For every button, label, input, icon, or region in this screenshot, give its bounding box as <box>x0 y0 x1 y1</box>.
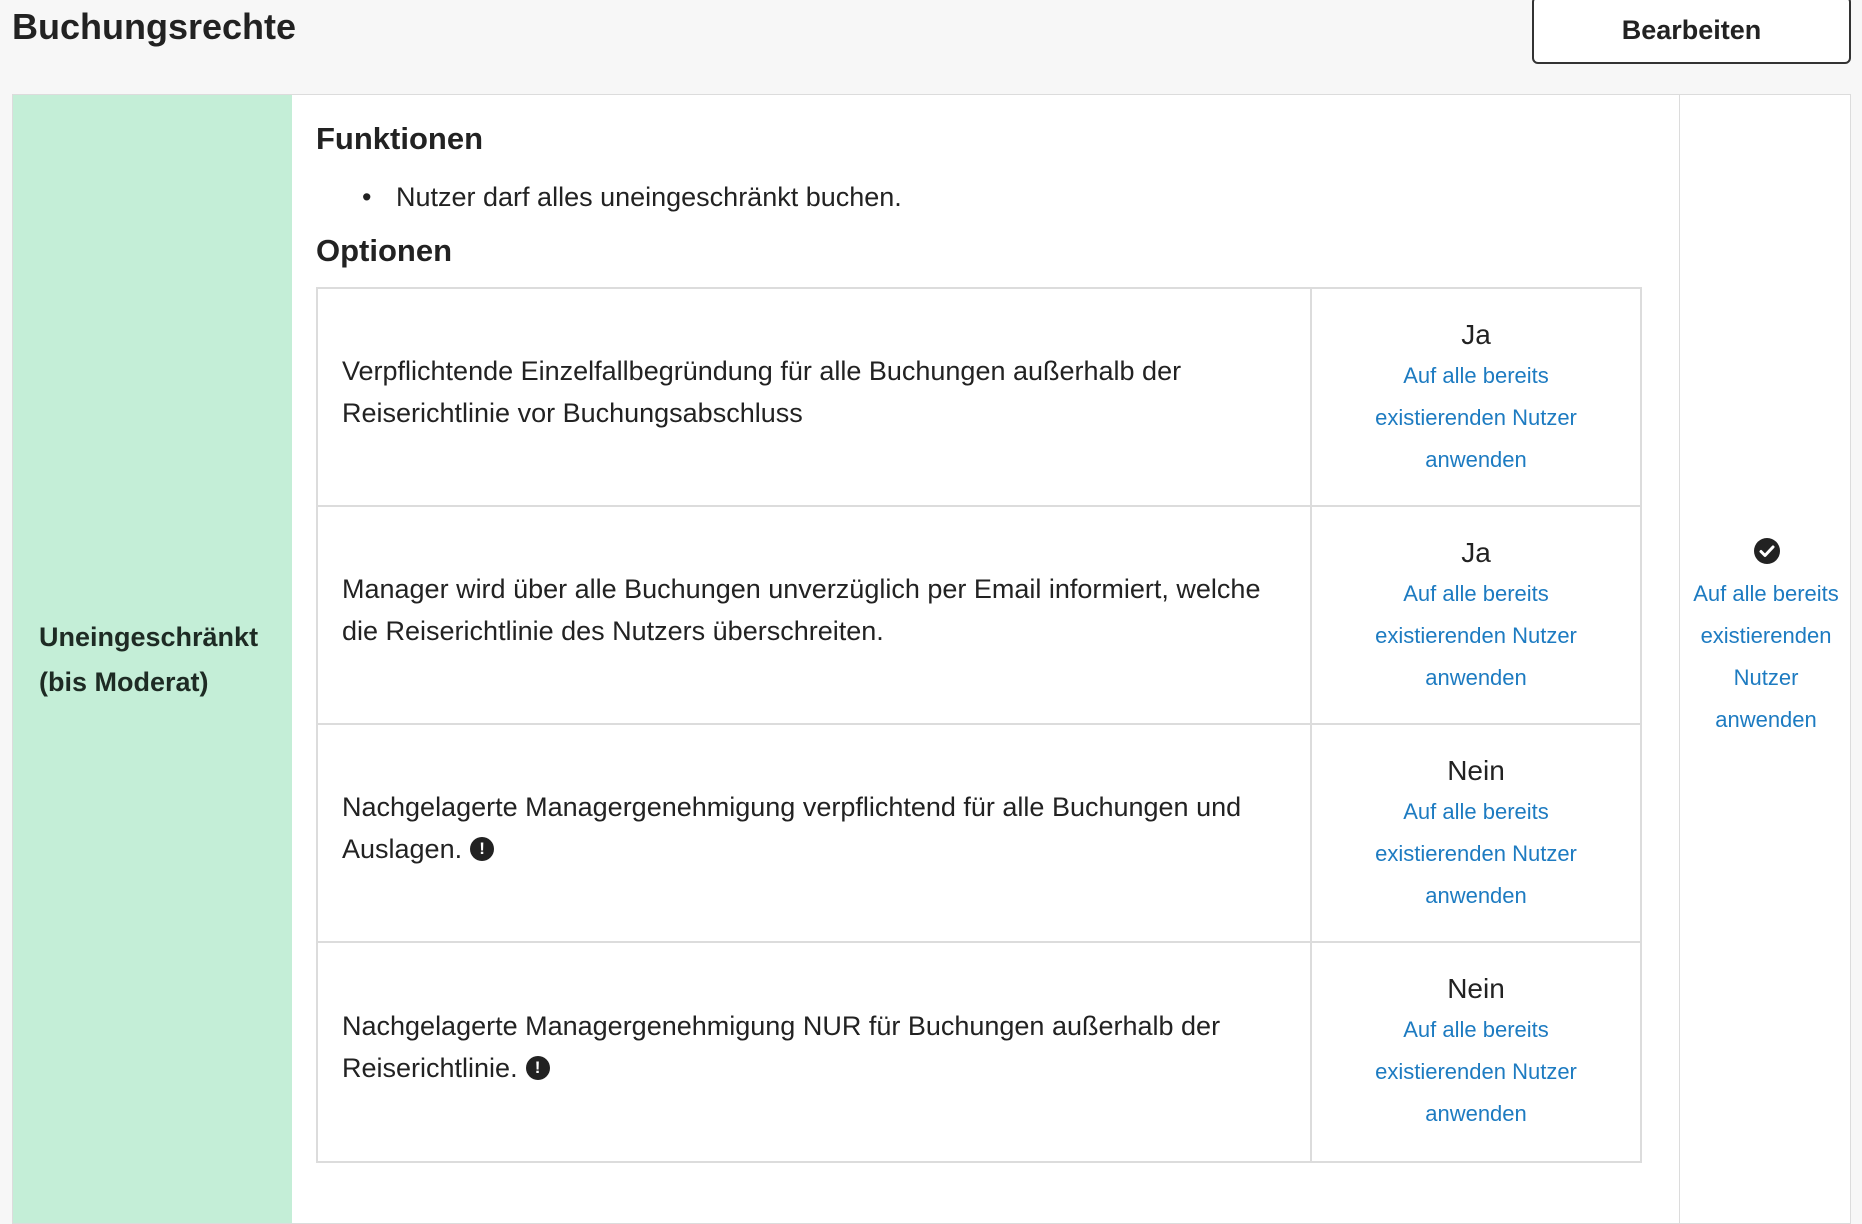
option-description: Verpflichtende Einzelfallbegründung für alle Buchungen außerhalb der Reiserichtlinie vor Buchungsabschluss <box>342 356 1182 428</box>
side-cell <box>1680 95 1852 1223</box>
apply-to-existing-users-link[interactable]: Auf alle bereits existierenden Nutzer anwenden <box>1375 581 1577 690</box>
main-cell <box>292 95 1680 1223</box>
option-description-cell <box>318 725 1312 941</box>
edit-button[interactable]: Bearbeiten <box>1532 0 1851 64</box>
option-value: Ja <box>1461 319 1491 350</box>
option-row <box>318 725 1640 943</box>
option-description: Nachgelagerte Managergenehmigung NUR für Buchungen außerhalb der Reiserichtlinie. <box>342 1011 1221 1083</box>
functions-list <box>316 179 902 215</box>
option-description: Nachgelagerte Managergenehmigung verpflichtend für alle Buchungen und Auslagen. <box>342 792 1242 864</box>
option-value-cell <box>1312 725 1640 941</box>
apply-all-to-existing-users-link[interactable]: Auf alle bereits existierenden Nutzer anwenden <box>1693 581 1839 732</box>
option-description-cell <box>318 507 1312 723</box>
options-heading: Optionen <box>316 233 453 268</box>
check-circle-icon <box>1754 538 1780 564</box>
bullet-icon: • <box>362 182 372 212</box>
exclamation-circle-icon[interactable]: ! <box>470 837 494 861</box>
option-row <box>318 507 1640 725</box>
level-label-line1: Uneingeschränkt <box>39 622 259 652</box>
level-cell <box>13 95 292 1223</box>
option-value: Ja <box>1461 537 1491 568</box>
level-label-line2: (bis Moderat) <box>39 667 209 697</box>
level-label <box>39 615 289 705</box>
option-value: Nein <box>1447 973 1505 1004</box>
option-description-cell <box>318 943 1312 1161</box>
option-value-cell <box>1312 943 1640 1161</box>
apply-to-existing-users-link[interactable]: Auf alle bereits existierenden Nutzer anwenden <box>1375 1017 1577 1126</box>
apply-to-existing-users-link[interactable]: Auf alle bereits existierenden Nutzer anwenden <box>1375 799 1577 908</box>
booking-rights-panel <box>12 94 1851 1224</box>
apply-to-existing-users-link[interactable]: Auf alle bereits existierenden Nutzer anwenden <box>1375 363 1577 472</box>
option-value: Nein <box>1447 755 1505 786</box>
function-item <box>316 179 902 215</box>
options-table <box>316 287 1642 1163</box>
option-description-cell <box>318 289 1312 505</box>
option-description: Manager wird über alle Buchungen unverzüglich per Email informiert, welche die Reiserichtlinie des Nutzers überschreiten. <box>342 574 1261 646</box>
page-title: Buchungsrechte <box>12 6 297 47</box>
option-value-cell <box>1312 289 1640 505</box>
function-item-text: Nutzer darf alles uneingeschränkt buchen. <box>396 182 902 212</box>
page-header <box>0 0 1862 95</box>
option-row <box>318 943 1640 1161</box>
option-value-cell <box>1312 507 1640 723</box>
exclamation-circle-icon[interactable]: ! <box>526 1056 550 1080</box>
functions-heading: Funktionen <box>316 121 484 156</box>
option-row <box>318 289 1640 507</box>
